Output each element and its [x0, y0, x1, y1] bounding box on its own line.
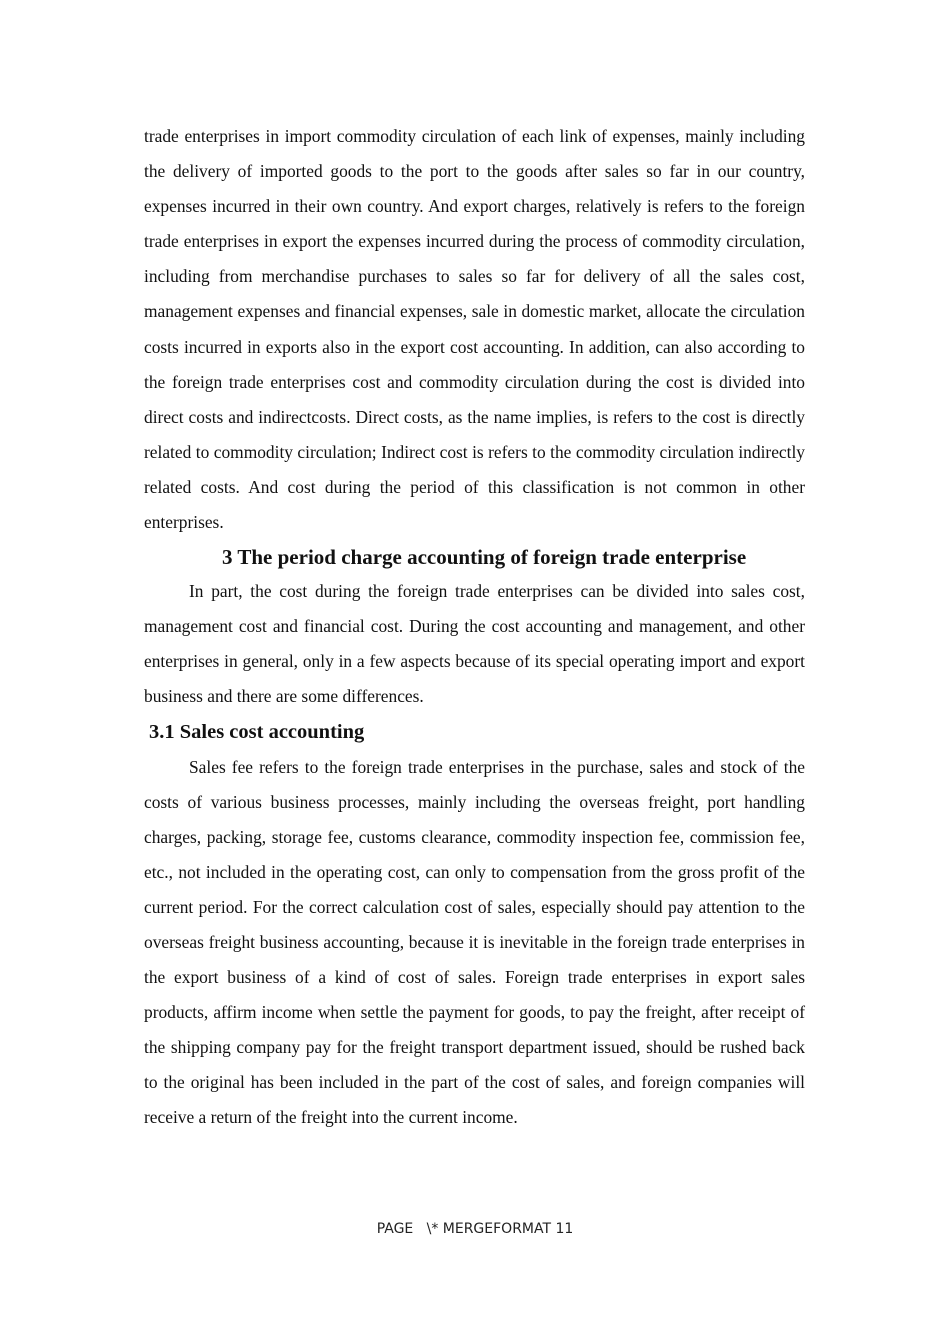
chapter-paragraph: In part, the cost during the foreign trade enterprises can be divided into sales cost, management cost and financial cost. During the cost accounting and management, and other enterprises in general, only in a few aspects because of its special operating import and export business and there are some differences.: [144, 581, 805, 707]
intro-paragraph: trade enterprises in import commodity circulation of each link of expenses, mainly including the delivery of imported goods to the port to the goods after sales so far in our country, expenses incurred in their own country. And export charges, relatively is refers to the foreign trade enterprises in export the expenses incurred during the process of commodity circulation, including from merchandise purchases to sales so far for delivery of all the sales cost, management expenses and financial expenses, sale in domestic market, allocate the circulation costs incurred in exports also in the export cost accounting. In addition, can also according to the foreign trade enterprises cost and commodity circulation during the cost is divided into direct costs and indirectcosts. Direct costs, as the name implies, is refers to the cost is directly related to commodity circulation; Indirect cost is refers to the commodity circulation indirectly related costs. And cost during the period of this classification is not common in other enterprises.: [144, 126, 805, 533]
document-page: [144, 119, 805, 1136]
section-paragraph: Sales fee refers to the foreign trade enterprises in the purchase, sales and stock of the costs of various business processes, mainly including the overseas freight, port handling charges, packing, storage fee, customs clearance, commodity inspection fee, commission fee, etc., not included in the operating cost, can only to compensation from the gross profit of the current period. For the correct calculation cost of sales, especially should pay attention to the overseas freight business accounting, because it is inevitable in the foreign trade enterprises in the export business of a kind of cost of sales. Foreign trade enterprises in export sales products, affirm income when settle the payment for goods, to pay the freight, after receipt of the shipping company pay for the freight transport department issued, should be rushed back to the original has been included in the part of the cost of sales, and foreign companies will receive a return of the freight into the current income.: [144, 756, 805, 1128]
page-footer: PAGE \* MERGEFORMAT 11: [376, 1221, 574, 1237]
chapter-heading: 3 The period charge accounting of foreign trade enterprise: [222, 545, 747, 570]
section-heading: 3.1 Sales cost accounting: [149, 720, 365, 743]
